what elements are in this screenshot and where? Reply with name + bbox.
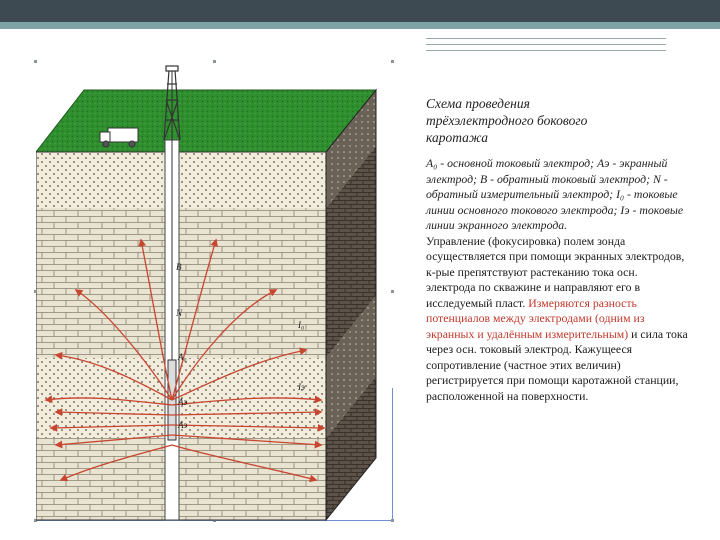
electrode-legend: A₀ - основной токовый электрод; Aэ - экранный электрод; B - обратный токовый электрод; N - обратный измерительный электрод; I₀ - токовые линии основного токового электрода; Iэ - токовые линии экранного электрода.: [426, 156, 684, 232]
decor-line-2: [426, 44, 666, 45]
label-B: B: [176, 262, 182, 272]
description-start: Управление (фокусировка) полем зонда осуществляется при помощи экранных электродов, к-рые препятствуют растеканию тока осн. электрода по скважине и направляют его в исследуемый пласт.: [426, 233, 685, 310]
description-text: [426, 234, 688, 405]
slide-title: Схема проведения трёхэлектродного бокового каротажа: [426, 96, 588, 145]
label-A0: A₀: [178, 352, 187, 362]
description-highlight: Измеряются разность потенциалов между электродами (одним из экранных и удалённым измерительным): [426, 295, 645, 341]
layer-shale-upper: [36, 208, 326, 358]
slide-top-bar: [0, 0, 720, 22]
layer-shale-lower: [36, 438, 326, 520]
decor-line-3: [426, 50, 666, 51]
description-panel: [426, 95, 688, 404]
label-Ie: Iэ: [298, 382, 305, 392]
logging-diagram: [36, 60, 396, 522]
decor-line-1: [426, 38, 666, 39]
label-I0: I₀: [298, 320, 305, 330]
surface-top: [36, 90, 376, 152]
layer-sand-top: [36, 152, 326, 208]
label-Ae-1: Aэ: [178, 397, 188, 407]
slide-accent-bar: [0, 22, 720, 29]
description-end: и сила тока через осн. токовый электрод. Кажущееся сопротивление (частное этих величин) регистрируется при помощи каротажной станции, расположенной на поверхности.: [426, 326, 688, 403]
label-N: N: [176, 308, 183, 318]
label-Ae-2: Aэ: [178, 420, 188, 430]
